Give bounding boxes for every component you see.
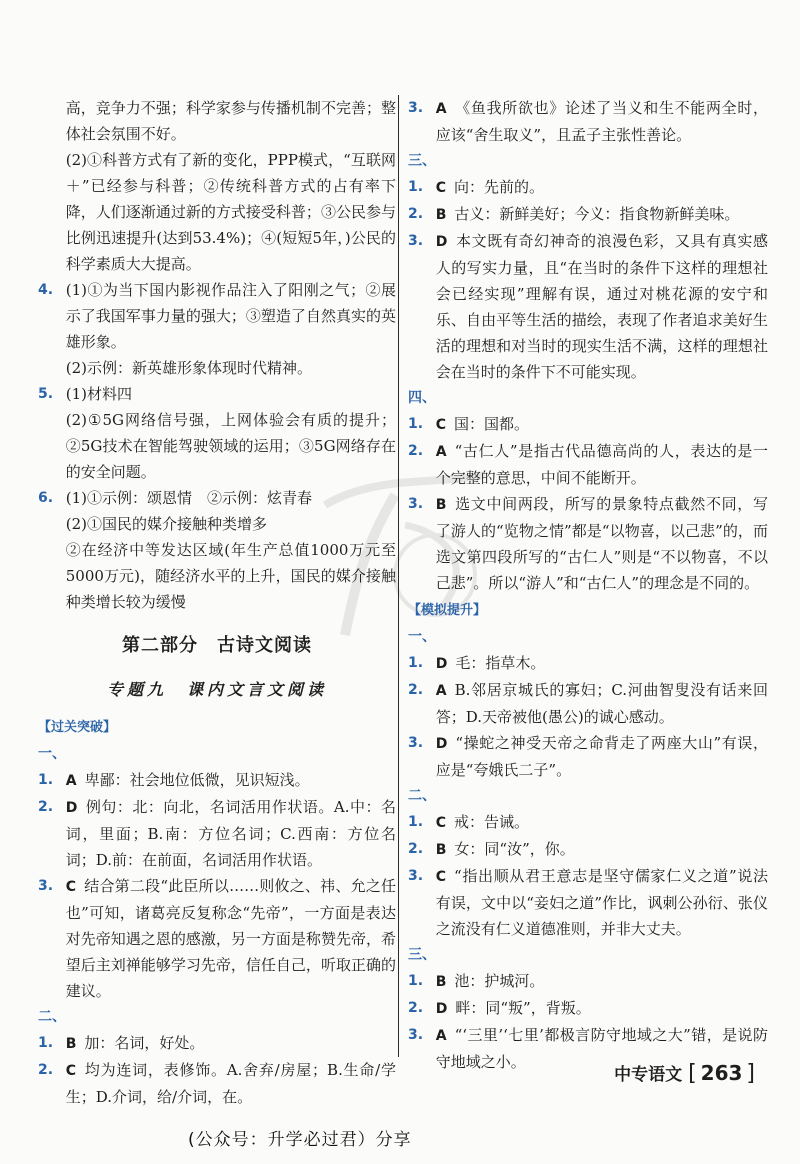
bracket-open: [ [688, 1061, 697, 1086]
question-number: 2. [408, 206, 424, 222]
page-number: 263 [700, 1061, 743, 1085]
answer-explanation: “操蛇之神受天帝之命背走了两座大山”有误，应是“夸娥氏二子”。 [435, 734, 768, 779]
answer-explanation: 毛：指草木。 [455, 654, 546, 672]
answer-text: (1)①为当下国内影视作品注入了阳刚之气；②展示了我国军事力量的强大；③塑造了自然真实的英雄形象。 [65, 281, 396, 351]
answer-item [408, 228, 768, 385]
answer-text: (1)材料四 [65, 385, 132, 403]
question-number: 6. [38, 490, 54, 506]
answer-item [408, 174, 768, 201]
section-heading: 二、 [38, 1009, 66, 1025]
question-number: 1. [408, 655, 424, 671]
answer-explanation: 向：先前的。 [454, 178, 545, 196]
question-number: 3. [408, 868, 424, 884]
question-number: 1. [408, 179, 424, 195]
bracket-close: ] [746, 1061, 755, 1086]
answer-text [436, 411, 768, 438]
answer-choice: B [435, 842, 447, 858]
answer-explanation: 选文中间两段，所写的景象特点截然不同，写了游人的“览物之情”都是“以物喜，以己悲”的，而选文第四段所写的“古仁人”则是“不以物喜，不以己悲”。所以“游人”和“古仁人”的理念是不同的。 [435, 495, 768, 592]
answer-item [38, 1030, 396, 1057]
answer-explanation: 女：同“汝”，你。 [454, 840, 575, 858]
question-number: 1. [38, 772, 54, 788]
answer-choice: D [65, 800, 78, 816]
section-heading: 一、 [408, 629, 436, 645]
question-number: 4. [38, 282, 54, 298]
section-heading: 二、 [408, 788, 436, 804]
answer-explanation: 例句：北：向北，名词活用作状语。A.中：名词，里面；B.南：方位名词；C.西南：方位名词；D.前：在前面，名词活用作状语。 [65, 798, 396, 869]
question-number: 2. [38, 1062, 54, 1078]
answer-explanation: 池：护城河。 [454, 972, 545, 990]
answer-text [436, 836, 768, 863]
answer-list [408, 95, 768, 148]
answer-choice: D [435, 1001, 448, 1017]
answer-text [66, 794, 396, 873]
answer-text [436, 809, 768, 836]
column-divider [398, 95, 399, 1057]
answer-text: ②在经济中等发达区域(年生产总值1000万元至5000万元)，随经济水平的上升，国民的媒介接触种类增长较为缓慢 [65, 541, 396, 611]
answer-text [436, 201, 768, 228]
answer-list [408, 411, 768, 596]
answer-choice: C [65, 1063, 77, 1079]
answer-explanation: 均为连词，表修饰。A.舍弃/房屋；B.生命/学生；D.介词，给/介词，在。 [65, 1061, 396, 1106]
answer-item [408, 677, 768, 730]
answer-list [38, 1030, 396, 1110]
answer-item [38, 767, 396, 794]
answer-item [408, 995, 768, 1022]
answer-explanation: 畔：同“叛”，背叛。 [455, 999, 591, 1017]
answer-text: (2)①5G网络信号强，上网体验会有质的提升；②5G技术在智能驾驶领域的运用；③5G网络存在的安全问题。 [65, 411, 396, 481]
answer-choice: B [435, 974, 447, 990]
answer-list [408, 968, 768, 1075]
question-number: 5. [38, 386, 54, 402]
answer-item [38, 794, 396, 873]
answer-item [408, 491, 768, 596]
question-number: 3. [408, 100, 424, 116]
answer-explanation: 加：名词，好处。 [84, 1034, 205, 1052]
answer-text: (1)①示例：颂恩情 ②示例：炫青春 [65, 489, 312, 507]
answer-text [436, 863, 768, 942]
part-title: 第二部分 古诗文阅读 [122, 635, 312, 656]
answer-choice: C [435, 417, 447, 433]
answer-choice: D [435, 736, 448, 752]
question-6 [38, 485, 396, 615]
answer-explanation: 《鱼我所欲也》论述了当义和生不能两全时，应该“舍生取义”，且孟子主张性善论。 [435, 99, 768, 144]
answer-explanation: B.邻居京城氏的寡妇；C.河曲智叟没有话来回答；D.天帝被他(愚公)的诚心感动。 [435, 681, 768, 726]
book-label: 中专语文 [614, 1065, 683, 1085]
answer-explanation: 本文既有奇幻神奇的浪漫色彩，又具有真实感人的写实力量，且“在当时的条件下这样的理想社会已经实现”理解有误，通过对桃花源的安宁和乐、自由平等生活的描绘，表现了作者追求美好生活的理想和对当时的现实生活不满，这样的理想社会在当时的条件下不可能实现。 [435, 232, 768, 381]
answer-text [436, 174, 768, 201]
answer-choice: B [65, 1036, 77, 1052]
answer-item [408, 863, 768, 942]
right-column [408, 95, 768, 1075]
answer-choice: C [435, 815, 447, 831]
answer-choice: C [435, 869, 447, 885]
answer-item [408, 411, 768, 438]
question-number: 1. [408, 973, 424, 989]
answer-choice: D [435, 656, 448, 672]
left-column [38, 95, 396, 1110]
answer-choice: A [435, 444, 447, 460]
answer-choice: D [435, 234, 448, 250]
section-heading: 一、 [38, 746, 66, 762]
answer-list [408, 809, 768, 942]
question-number: 3. [38, 878, 54, 894]
answer-item [408, 650, 768, 677]
question-number: 2. [38, 799, 54, 815]
answer-text: (2)①国民的媒介接触种类增多 [65, 515, 267, 533]
section-tag: 【过关突破】 [38, 720, 117, 735]
continuation-text: 高，竞争力不强；科学家参与传播机制不完善；整体社会氛围不好。 [65, 99, 396, 143]
section-heading: 三、 [408, 947, 436, 963]
question-number: 3. [408, 1027, 424, 1043]
answer-explanation: “古仁人”是指古代品德高尚的人，表达的是一个完整的意思，中间不能断开。 [435, 442, 768, 487]
answer-text [66, 873, 396, 1004]
question-number: 1. [408, 416, 424, 432]
page-footer [614, 1060, 755, 1086]
answer-text [436, 995, 768, 1022]
question-number: 2. [408, 841, 424, 857]
topic-title: 专题九 课内文言文阅读 [106, 680, 327, 699]
answer-explanation: “‘三里’‘七里’都极言防守地域之大”错，是说防守地域之小。 [435, 1026, 768, 1071]
answer-item [408, 201, 768, 228]
answer-choice: C [65, 879, 77, 895]
answer-text [66, 1057, 396, 1110]
answer-item [408, 968, 768, 995]
answer-choice: A [65, 773, 77, 789]
answer-list [408, 650, 768, 783]
question-number: 1. [408, 814, 424, 830]
answer-text [436, 650, 768, 677]
answer-choice: A [435, 101, 447, 117]
question-number: 2. [408, 443, 424, 459]
answer-choice: B [435, 207, 447, 223]
answer-explanation: “指出顺从君王意志是坚守儒家仁义之道”说法有误，文中以“妾妇之道”作比，讽刺公孙衍、张仪之流没有仁义道德准则，并非大丈夫。 [435, 867, 768, 938]
answer-text [436, 228, 768, 385]
answer-explanation: 卑鄙：社会地位低微，见识短浅。 [84, 771, 310, 789]
answer-item [408, 438, 768, 491]
section-tag: 【模拟提升】 [408, 603, 487, 618]
answer-choice: A [435, 683, 447, 699]
answer-choice: C [435, 180, 447, 196]
answer-list [38, 767, 396, 1004]
answer-text [436, 95, 768, 148]
answer-item [408, 836, 768, 863]
answer-explanation: 古义：新鲜美好；今义：指食物新鲜美味。 [454, 205, 740, 223]
question-number: 2. [408, 682, 424, 698]
section-heading: 四、 [408, 390, 436, 406]
answer-text [436, 491, 768, 596]
answer-text [436, 677, 768, 730]
section-heading: 三、 [408, 153, 436, 169]
answer-list [408, 174, 768, 385]
answer-text [66, 1030, 396, 1057]
answer-text [436, 730, 768, 783]
answer-item [408, 730, 768, 783]
answer-item [38, 1057, 396, 1110]
answer-explanation: 国：国都。 [454, 415, 530, 433]
question-number: 2. [408, 1000, 424, 1016]
question-number: 1. [38, 1035, 54, 1051]
question-4 [38, 277, 396, 381]
answer-text [436, 968, 768, 995]
answer-text: (2)示例：新英雄形象体现时代精神。 [65, 359, 312, 377]
question-5 [38, 381, 396, 485]
answer-explanation: 结合第二段“此臣所以……则攸之、祎、允之任也”可知，诸葛亮反复称念“先帝”，一方面是表达对先帝知遇之恩的感激，另一方面是称赞先帝，希望后主刘禅能够学习先帝，信任自己，听取正确的建议。 [65, 877, 396, 1000]
question-number: 3. [408, 496, 424, 512]
answer-choice: A [435, 1028, 447, 1044]
answer-item [38, 873, 396, 1004]
answer-item [408, 95, 768, 148]
answer-choice: B [435, 497, 447, 513]
question-number: 3. [408, 233, 424, 249]
answer-explanation: 戒：告诫。 [454, 813, 530, 831]
answer-item [408, 809, 768, 836]
answer-text [436, 438, 768, 491]
answer-text [66, 767, 396, 794]
continuation-item-2: (2)①科普方式有了新的变化，PPP模式，“互联网＋”已经参与科普；②传统科普方式的占有率下降，人们逐渐通过新的方式接受科普；③公民参与比例迅速提升(达到53.4%)；④(短短5年，)公民的科学素质大大提高。 [65, 151, 396, 273]
share-note: (公众号：升学必过君）分享 [188, 1130, 412, 1150]
question-number: 3. [408, 735, 424, 751]
